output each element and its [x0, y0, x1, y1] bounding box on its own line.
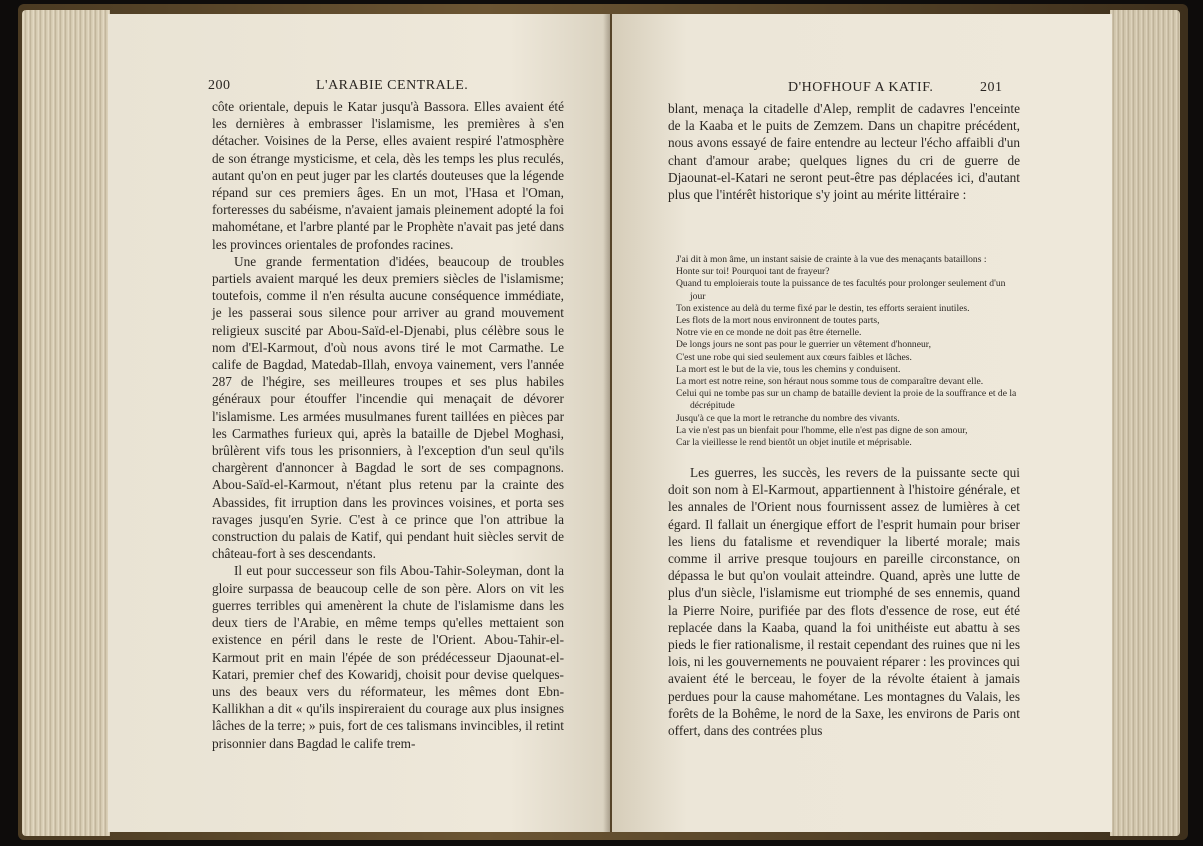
verse-line: Jusqu'à ce que la mort le retranche du nombre des vivants. [676, 412, 900, 424]
left-paragraph-2: Une grande fermentation d'idées, beaucoup de troubles partiels avaient marqué les deux premiers siècles de l'islamisme; toutefois, comme il n'en résulta aucune conséquence immédiate, je les passerai sous silence pour arriver au grand mouvement religieux suscité par Abou-Saïd-el-Djenabi, plus célèbre sous le nom d'El-Karmout, d'où nous avons tiré le mot Carmathe. Le calife de Bagdad, Matedab-Illah, envoya vainement, vers l'année 287 de l'hégire, ses meilleures troupes et ses plus habiles généraux pour étouffer l'incendie qui menaçait de dévorer l'islamisme. Les armées musulmanes furent taillées en pièces par les Carmathes furieux qui, après la bataille de Djebel Moghasi, brûlèrent vifs tous les prisonniers, à l'exception d'un seul qu'ils chargèrent d'annoncer à Bagdad le sort de ses compagnons. Abou-Saïd-el-Karmout, n'étant plus retenu par la crainte des Abassides, fit irruption dans les provinces voisines, et porta ses ravages jusqu'en Syrie. C'est à ce prince que l'on attribue la construction du palais de Katif, qui pendant huit siècles servit de château-fort à ses descendants. [212, 253, 564, 562]
verse-line: Honte sur toi! Pourquoi tant de frayeur? [676, 266, 830, 278]
verse-line: Quand tu emploierais toute la puissance de tes facultés pour prolonger seulement d'un jour [676, 278, 1006, 302]
page-edges-right [1110, 10, 1180, 836]
right-closing-paragraph [668, 464, 1020, 739]
verse-line: La mort est notre reine, son héraut nous somme tous de comparaître devant elle. [676, 376, 984, 388]
left-paragraph-1: côte orientale, depuis le Katar jusqu'à Bassora. Elles avaient été les dernières à embrasser l'islamisme, les premières à s'en détacher. Voisines de la Perse, elles avaient respiré l'atmosphère de son étrange mysticisme, et cela, dès les temps les plus reculés, autant qu'on en peut juger par les clartés douteuses que la légende répand sur ces premiers âges. En un mot, l'Hasa et l'Oman, forteresses du sabéisme, n'avaient jamais pleinement adopté la foi mahométane, et l'arbre planté par le Prophète n'avait pas jeté dans les provinces orientales de profondes racines. [212, 99, 564, 252]
left-page-body [212, 98, 564, 752]
right-page-number: 201 [980, 80, 1003, 95]
verse-line: J'ai dit à mon âme, un instant saisie de crainte à la vue des menaçants bataillons : [676, 254, 987, 265]
left-running-head: L'ARABIE CENTRALE. [316, 78, 469, 93]
verse-line: Celui qui ne tombe pas sur un champ de bataille devient la proie de la souffrance et de la décrépitude [676, 388, 1017, 412]
verse-line: Ton existence au delà du terme fixé par le destin, tes efforts seraient inutiles. [676, 302, 970, 314]
right-page [612, 14, 1112, 832]
verse-line: C'est une robe qui sied seulement aux cœurs faibles et lâches. [676, 351, 912, 363]
page-edges-left [22, 10, 110, 836]
war-poem [668, 254, 1020, 449]
verse-line: La mort est le but de la vie, tous les chemins y conduisent. [676, 363, 901, 375]
right-running-head: D'HOFHOUF A KATIF. [788, 80, 934, 95]
left-page-number: 200 [208, 78, 231, 93]
verse-line: Car la vieillesse le rend bientôt un objet inutile et méprisable. [676, 437, 912, 449]
verse-line: Notre vie en ce monde ne doit pas être éternelle. [676, 327, 862, 339]
right-paragraph: Les guerres, les succès, les revers de la puissante secte qui doit son nom à El-Karmout, appartiennent à l'histoire générale, et les annales de l'Orient nous fournissent assez de lumières à cet égard. Il fallait un énergique effort de l'esprit humain pour briser les liens du fatalisme et revendiquer la liberté morale; mais comme il arrive presque toujours en pareille circonstance, on dépassa le but qu'on voulait atteindre. Quand, après une lutte de plus d'un siècle, l'islamisme eut triomphé de ses ennemis, quand la Pierre Noire, purifiée par des flots d'essence de rose, eut été replacée dans la Kaaba, quand la foi unithéiste eut abattu à ses pieds le fier rationalisme, il restait cependant des ruines que ni les lois, ni les gouvernements ne pouvaient réparer : les provinces qui avaient été le berceau, le foyer de la révolte étaient à jamais perdues pour la cause mahométane. Les montagnes du Valais, les forêts de la Bohême, le nord de la Saxe, les environs de Paris ont offert, dans des contrées plus [668, 465, 1020, 739]
left-page [108, 14, 610, 832]
verse-line: De longs jours ne sont pas pour le guerrier un vêtement d'honneur, [676, 339, 931, 351]
verse-line: Les flots de la mort nous environnent de toutes parts, [676, 315, 880, 327]
right-intro-paragraph: blant, menaça la citadelle d'Alep, remplit de cadavres l'enceinte de la Kaaba et le puits de Zemzem. Dans un chapitre précédent, nous avons essayé de faire entendre au lecteur l'écho affaibli d'un chant d'amour arabe; quelques lignes du cri de guerre de Djaounat-el-Katari ne seront peut-être pas déplacées ici, d'autant plus que l'intérêt historique s'y joint au mérite littéraire : [668, 101, 1020, 203]
left-paragraph-3: Il eut pour successeur son fils Abou-Tahir-Soleyman, dont la gloire surpassa de beaucoup celle de son père. Alors on vit les guerres terribles qui amenèrent la chute de l'islamisme dans les deux tiers de l'Arabie, en même temps qu'elles mettaient son existence en péril dans le reste de l'Orient. Abou-Tahir-el-Karmout prit en main l'épée de son prédécesseur Djaounat-el-Katari, premier chef des Kowaridj, choisit pour devise quelques-uns des beaux vers du réformateur, les mêmes dont Ebn-Kallikhan a dit « qu'ils inspireraient du courage aux plus insignes lâches de la terre; » puis, fort de ces talismans invincibles, il retint prisonnier dans Bagdad le calife trem- [212, 563, 564, 751]
verse-line: La vie n'est pas un bienfait pour l'homme, elle n'est pas digne de son amour, [676, 424, 968, 436]
